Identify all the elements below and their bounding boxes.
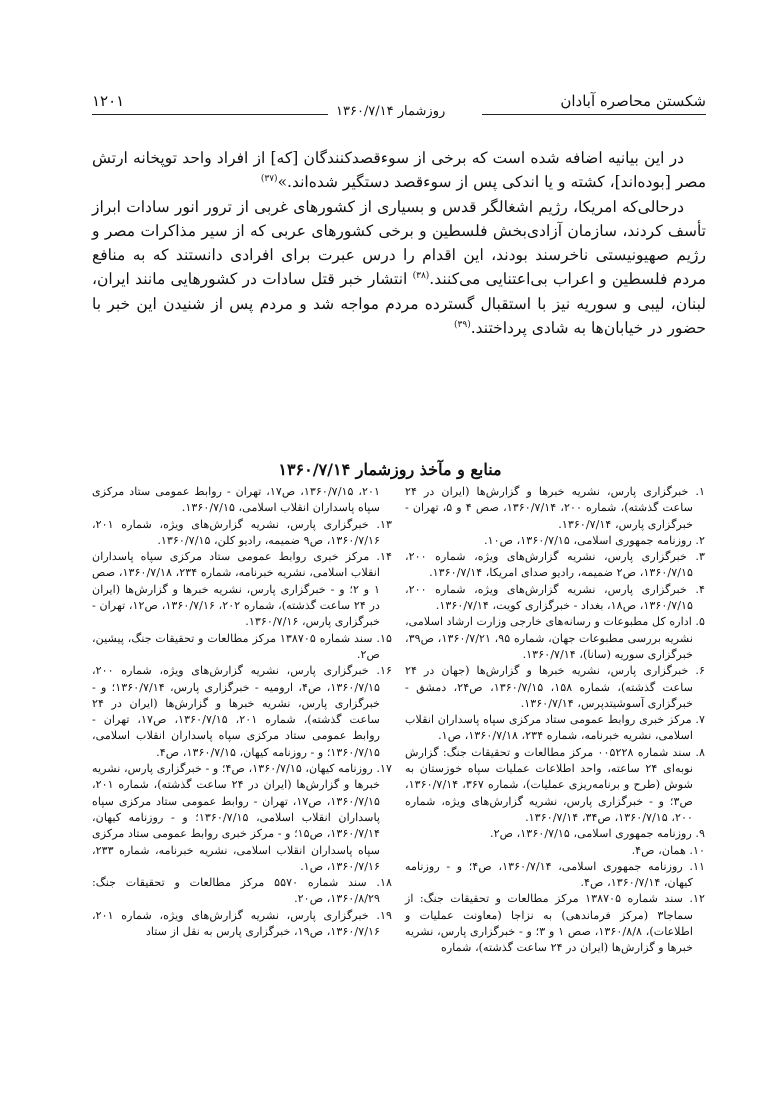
paragraph: [92, 195, 706, 341]
reference-item: ۲. روزنامه جمهوری اسلامی، ۱۳۶۰/۷/۱۵، ص۱۰.: [484, 533, 705, 547]
paragraph-text: در این بیانیه اضافه شده است که برخی از سوءقصدکنندگان [که] از افراد واحد توپخانه ارتش مصر [بوده‌اند]، کشته و یا اندکی پس از سوءقصد دستگیر شده‌اند.»: [92, 149, 706, 192]
paragraph-text: درحالی‌که امریکا، رژیم اشغالگر قدس و بسیاری از کشورهای غربی از ترور انور سادات ابراز تأسف کردند، سازمان آزادی‌بخش فلسطین و برخی کشورهای عربی که از سیر مذاکرات مصر و رژیم صهیونیستی ناخرسند بودند، این اقدام را درس عبرت برای افرادی دانستند که به منافع مردم فلسطین و اعراب بی‌اعتنایی می‌کنند.: [92, 197, 707, 289]
page-number: ۱۲۰۱: [92, 92, 125, 110]
reference-item: ۱۰. همان، ص۴.: [631, 843, 705, 857]
diary-date-label: روزشمار ۱۳۶۰/۷/۱۴: [336, 104, 446, 119]
paragraph: [92, 146, 706, 195]
book-title: شکستن محاصره آبادان: [560, 92, 706, 110]
reference-item: ۱۵. سند شماره ۱۳۸۷۰۵ مرکز مطالعات و تحقیقات جنگ، پیشین، ص۲.: [92, 631, 392, 661]
footnote-marker: (۳۸): [412, 271, 430, 282]
reference-item: ۱۴. مرکز خبری روابط عمومی ستاد مرکزی سپاه پاسداران انقلاب اسلامی، نشریه خبرنامه، شماره ۲۳۴، ۱۳۶۰/۷/۱۸، صص ۱ و ۲؛ و - خبرگزاری پارس، نشریه خبرها و گزارش‌ها (ایران در ۲۴ ساعت گذشته)، شماره ۲۰۲، ۱۳۶۰/۷/۱۶، ص۱۲، تهران - خبرگزاری پارس، ۱۳۶۰/۷/۱۶.: [92, 550, 392, 629]
references-left-column: [92, 484, 392, 940]
reference-item: ۶. خبرگزاری پارس، نشریه خبرها و گزارش‌ها (جهان در ۲۴ ساعت گذشته)، شماره ۱۵۸، ۱۳۶۰/۷/۱۵، ص۲۴، دمشق - خبرگزاری آسوشیتدپرس، ۱۳۶۰/۷/۱۴.: [405, 664, 705, 710]
reference-item: ۵. اداره کل مطبوعات و رسانه‌های خارجی وزارت ارشاد اسلامی، نشریه بررسی مطبوعات جهان، شماره ۹۵، ۱۳۶۰/۷/۲۱، ص۳۹، خبرگزاری سوریه (سانا)، ۱۳۶۰/۷/۱۴.: [405, 615, 705, 661]
reference-item: ۱. خبرگزاری پارس، نشریه خبرها و گزارش‌ها (ایران در ۲۴ ساعت گذشته)، شماره ۲۰۰، ۱۳۶۰/۷/۱۴، صص ۴ و ۵، تهران - خبرگزاری پارس، ۱۳۶۰/۷/۱۴.: [405, 485, 705, 531]
header-rule-left: [92, 114, 328, 115]
reference-item: ۱۸. سند شماره ۵۵۷۰ مرکز مطالعات و تحقیقات جنگ: ۱۳۶۰/۸/۲۹، ص۲۰.: [92, 876, 392, 906]
reference-item-continued: ۲۰۱، ۱۳۶۰/۷/۱۵، ص۱۷، تهران - روابط عمومی ستاد مرکزی سپاه پاسداران انقلاب اسلامی، ۱۳۶۰/۷/۱۵.: [92, 485, 380, 515]
main-text: [92, 146, 706, 340]
reference-item: ۱۶. خبرگزاری پارس، نشریه گزارش‌های ویژه، شماره ۲۰۰، ۱۳۶۰/۷/۱۵، ص۴، ارومیه - خبرگزاری پارس، ۱۳۶۰/۷/۱۴؛ و - خبرگزاری پارس، نشریه خبرها و گزارش‌ها (ایران در ۲۴ ساعت گذشته)، شماره ۲۰۱، ۱۳۶۰/۷/۱۵، ص۱۷، تهران - روابط عمومی ستاد مرکزی سپاه پاسداران انقلاب اسلامی، ۱۳۶۰/۷/۱۵؛ و - روزنامه کیهان، ۱۳۶۰/۷/۱۵، ص۴.: [92, 664, 392, 759]
paragraph-text: انتشار خبر قتل سادات در کشورهایی مانند ایران، لبنان، لیبی و سوریه نیز با استقبال گسترده مردم مواجه شد و مردم پس از شنیدن این خبر با حضور در خیابان‌ها به شادی پرداختند.: [92, 270, 706, 338]
references-title: منابع و مآخذ روزشمار ۱۳۶۰/۷/۱۴: [278, 460, 502, 479]
reference-item: ۴. خبرگزاری پارس، نشریه گزارش‌های ویژه، شماره ۲۰۰، ۱۳۶۰/۷/۱۵، ص۱۸، بغداد - خبرگزاری کویت، ۱۳۶۰/۷/۱۴.: [405, 582, 705, 613]
reference-item: ۷. مرکز خبری روابط عمومی ستاد مرکزی سپاه پاسداران انقلاب اسلامی، نشریه خبرنامه، شماره ۲۳۴، ۱۳۶۰/۷/۱۸، ص۱.: [405, 713, 705, 743]
header-rule-right: [482, 114, 706, 115]
footnote-marker: (۳۹): [454, 320, 471, 331]
reference-item: ۹. روزنامه جمهوری اسلامی، ۱۳۶۰/۷/۱۵، ص۲.: [490, 827, 705, 841]
reference-item: ۱۱. روزنامه جمهوری اسلامی، ۱۳۶۰/۷/۱۴، ص۴؛ و - روزنامه کیهان، ۱۳۶۰/۷/۱۴، ص۴.: [405, 859, 705, 890]
reference-item: ۳. خبرگزاری پارس، نشریه گزارش‌های ویژه، شماره ۲۰۰، ۱۳۶۰/۷/۱۵، ص۲ ضمیمه، رادیو صدای امریکا، ۱۳۶۰/۷/۱۴.: [405, 550, 705, 580]
reference-item: ۸. سند شماره ۰۰۵۲۲۸ مرکز مطالعات و تحقیقات جنگ: گزارش نوبه‌ای ۲۴ ساعته، واحد اطلاعات عملیات سپاه خوزستان به شوش (طرح و برنامه‌ریزی عملیات)، شماره ۳۶۷، ۱۳۶۰/۷/۱۴، ص۳؛ و - خبرگزاری پارس، نشریه گزارش‌های ویژه، شماره ۲۰۰، ۱۳۶۰/۷/۱۵، ص۳۴، ۱۳۶۰/۷/۱۴.: [405, 745, 705, 824]
reference-item: ۱۷. روزنامه کیهان، ۱۳۶۰/۷/۱۵، ص۴؛ و - خبرگزاری پارس، نشریه خبرها و گزارش‌ها (ایران در ۲۴ ساعت گذشته)، شماره ۲۰۱، ۱۳۶۰/۷/۱۵، ص۱۷، تهران - روابط عمومی ستاد مرکزی سپاه پاسداران انقلاب اسلامی، ۱۳۶۰/۷/۱۵؛ و - روزنامه کیهان، ۱۳۶۰/۷/۱۴، ص۱۵؛ و - مرکز خبری روابط عمومی ستاد مرکزی سپاه پاسداران انقلاب اسلامی، نشریه خبرنامه، شماره ۲۳۳، ۱۳۶۰/۷/۱۶، ص۱.: [92, 762, 393, 873]
reference-item: ۱۲. سند شماره ۱۳۸۷۰۵ مرکز مطالعات و تحقیقات جنگ: از سماجا۳ (مرکز فرماندهی) به نزاجا (معاونت عملیات و اطلاعات)، ۱۳۶۰/۸/۸، صص ۱ و ۳؛ و - خبرگزاری پارس، نشریه خبرها و گزارش‌ها (ایران در ۲۴ ساعت گذشته)، شماره: [405, 892, 705, 955]
running-header: [92, 92, 706, 118]
reference-item: ۱۹. خبرگزاری پارس، نشریه گزارش‌های ویژه، شماره ۲۰۱، ۱۳۶۰/۷/۱۶، ص۱۹، خبرگزاری پارس به نقل از ستاد: [92, 908, 392, 939]
reference-item: ۱۳. خبرگزاری پارس، نشریه گزارش‌های ویژه، شماره ۲۰۱، ۱۳۶۰/۷/۱۶، ص۹ ضمیمه، رادیو کلن، ۱۳۶۰/۷/۱۵.: [92, 517, 392, 547]
references-right-column: [405, 484, 705, 957]
footnote-marker: (۳۷): [260, 174, 278, 185]
